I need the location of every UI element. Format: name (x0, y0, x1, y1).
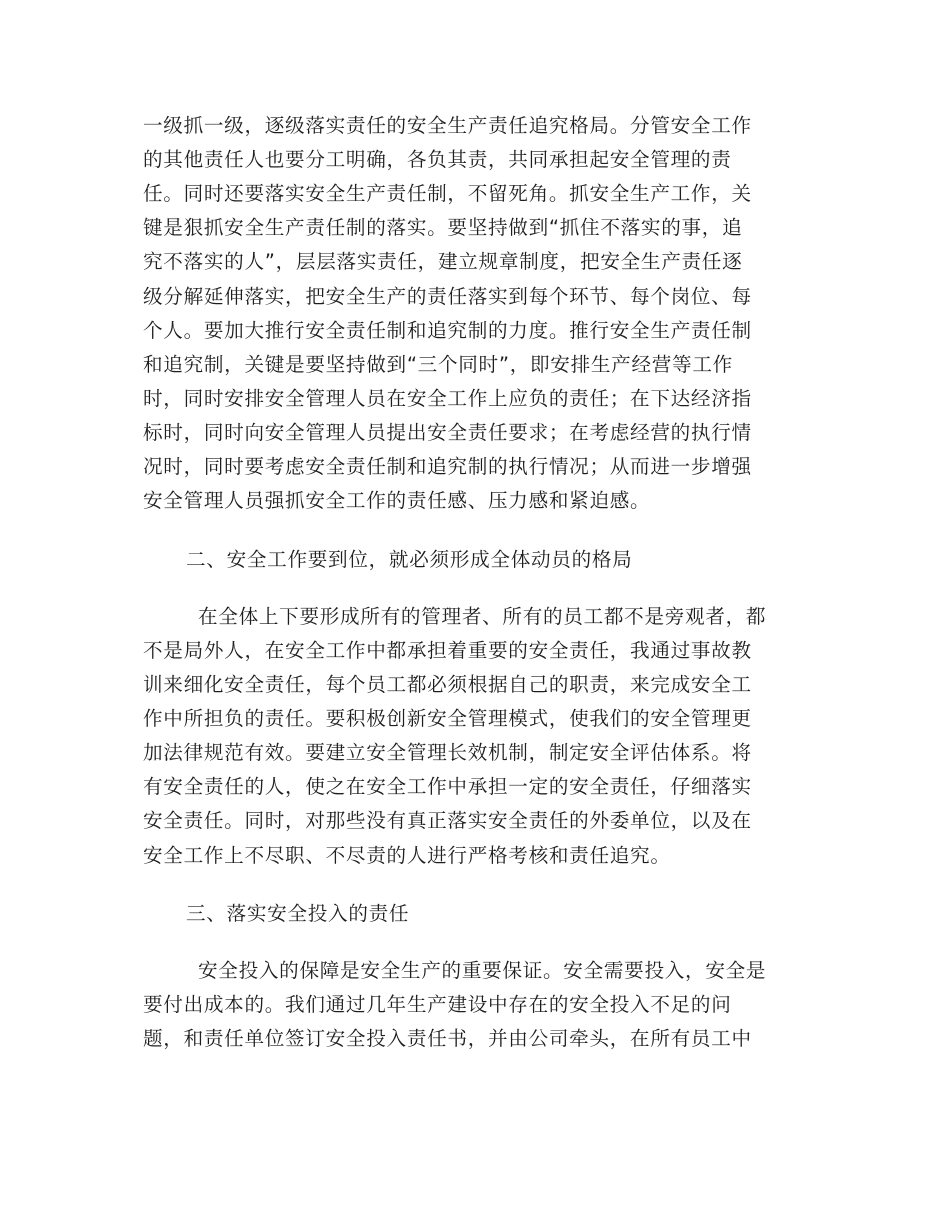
paragraph-line: 安全责任。同时，对那些没有真正落实安全责任的外委单位，以及在 (143, 809, 752, 832)
paragraph-line: 键是狠抓安全生产责任制的落实。要坚持做到“抓住不落实的事，追 (143, 216, 743, 239)
paragraph-line: 有安全责任的人，使之在安全工作中承担一定的安全责任，仔细落实 (143, 775, 752, 798)
paragraph-line: 安全投入的保障是安全生产的重要保证。安全需要投入，安全是 (198, 959, 767, 982)
paragraph-line: 时，同时安排安全管理人员在安全工作上应负的责任；在下达经济指 (143, 387, 752, 410)
paragraph-line: 标时，同时向安全管理人员提出安全责任要求；在考虑经营的执行情 (143, 421, 752, 444)
paragraph-line: 训来细化安全责任，每个员工都必须根据自己的职责，来完成安全工 (143, 673, 752, 696)
paragraph-line: 安全管理人员强抓安全工作的责任感、压力感和紧迫感。 (143, 489, 651, 512)
paragraph-line: 作中所担负的责任。要积极创新安全管理模式，使我们的安全管理更 (143, 707, 752, 730)
paragraph-line: 在全体上下要形成所有的管理者、所有的员工都不是旁观者，都 (198, 605, 767, 628)
paragraph-line: 不是局外人，在安全工作中都承担着重要的安全责任，我通过事故教 (143, 639, 752, 662)
paragraph-line: 况时，同时要考虑安全责任制和追究制的执行情况；从而进一步增强 (143, 455, 752, 478)
paragraph-line: 的其他责任人也要分工明确，各负其责，共同承担起安全管理的责 (143, 148, 732, 171)
paragraph-line: 题，和责任单位签订安全投入责任书，并由公司牵头，在所有员工中 (143, 1027, 752, 1050)
section-heading: 二、安全工作要到位，就必须形成全体动员的格局 (186, 548, 633, 571)
paragraph-line: 加法律规范有效。要建立安全管理长效机制，制定安全评估体系。将 (143, 741, 752, 764)
paragraph-line: 一级抓一级，逐级落实责任的安全生产责任追究格局。分管安全工作 (143, 114, 752, 137)
paragraph-line: 究不落实的人”，层层落实责任，建立规章制度，把安全生产责任逐 (143, 250, 743, 273)
paragraph-line: 任。同时还要落实安全生产责任制，不留死角。抓安全生产工作，关 (143, 182, 752, 205)
paragraph-line: 要付出成本的。我们通过几年生产建设中存在的安全投入不足的问 (143, 993, 732, 1016)
section-heading: 三、落实安全投入的责任 (186, 902, 410, 925)
paragraph-line: 和追究制，关键是要坚持做到“三个同时”，即安排生产经营等工作 (143, 353, 733, 376)
paragraph-line: 安全工作上不尽职、不尽责的人进行严格考核和责任追究。 (143, 844, 671, 867)
paragraph-line: 个人。要加大推行安全责任制和追究制的力度。推行安全生产责任制 (143, 319, 752, 342)
paragraph-line: 级分解延伸落实，把安全生产的责任落实到每个环节、每个岗位、每 (143, 285, 752, 308)
